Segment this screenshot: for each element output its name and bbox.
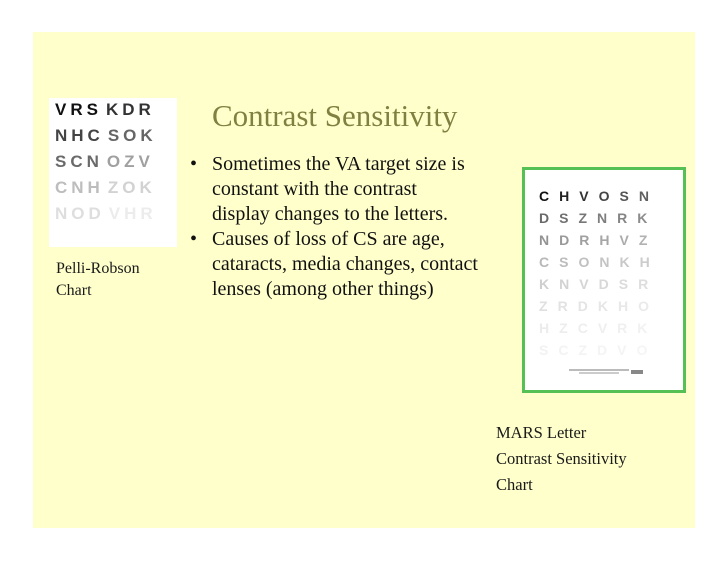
- mars-row: [539, 254, 660, 270]
- mars-letter: Z: [638, 232, 658, 248]
- mars-letter: N: [599, 254, 620, 270]
- mars-letter: R: [579, 232, 600, 248]
- mars-letter: K: [637, 320, 658, 336]
- pelli-robson-letter-group: NHC: [55, 126, 104, 145]
- mars-letter: V: [579, 188, 599, 204]
- mars-letter: R: [638, 276, 659, 292]
- mars-letter: H: [539, 320, 560, 336]
- mars-caption-line2: Contrast Sensitivity: [496, 449, 627, 468]
- mars-letter: N: [597, 210, 618, 226]
- mars-letter: Z: [578, 210, 598, 226]
- mars-letter: S: [559, 254, 579, 270]
- mars-letter: H: [639, 254, 660, 270]
- pelli-robson-letter-group: VHR: [108, 204, 157, 223]
- pelli-robson-row: [55, 126, 157, 146]
- mars-row: [539, 298, 659, 314]
- mars-letter: K: [597, 298, 618, 314]
- pelli-robson-letter-group: SCN: [55, 152, 103, 171]
- mars-row: [539, 210, 657, 226]
- mars-letter: K: [637, 210, 658, 226]
- bullet-list: [188, 152, 478, 302]
- mars-caption: [496, 420, 627, 498]
- mars-chart-image: [522, 167, 686, 393]
- mars-letter: D: [598, 276, 619, 292]
- mars-letter: C: [539, 188, 560, 204]
- mars-letter: Z: [578, 342, 598, 358]
- mars-letter: S: [539, 342, 559, 358]
- mars-letter: V: [579, 276, 599, 292]
- mars-letter: H: [617, 298, 639, 314]
- pelli-robson-letter-group: CNH: [55, 178, 104, 197]
- bullet-marker: •: [190, 228, 198, 250]
- pelli-robson-row: [55, 152, 154, 172]
- mars-letter: H: [599, 232, 620, 248]
- mars-letter: O: [638, 298, 659, 314]
- mars-letter: H: [559, 188, 580, 204]
- pelli-robson-letter-group: SOK: [107, 126, 157, 145]
- mars-caption-line3: Chart: [496, 475, 533, 494]
- slide-title: Contrast Sensitivity: [212, 98, 458, 133]
- mars-letter: C: [577, 320, 598, 336]
- mars-letter: O: [598, 188, 620, 204]
- pelli-robson-letter-group: OZV: [106, 152, 154, 171]
- bullet-text: Causes of loss of CS are age, cataracts, media changes, contact lenses (among other things): [212, 228, 478, 300]
- pelli-robson-caption-line2: Chart: [56, 282, 92, 299]
- mars-letter: V: [597, 320, 618, 336]
- pelli-robson-letter-group: ZOK: [107, 178, 156, 197]
- mars-letter: N: [559, 276, 580, 292]
- bullet-item: [188, 227, 478, 302]
- mars-letter: K: [619, 254, 640, 270]
- mars-row: [539, 320, 657, 336]
- mars-letter: C: [539, 254, 560, 270]
- mars-letter: S: [559, 210, 579, 226]
- mars-letter: K: [539, 276, 560, 292]
- bullet-text: Sometimes the VA target size is constant with the contrast display changes to the letters.: [212, 153, 465, 225]
- mars-letter: Z: [559, 320, 578, 336]
- pelli-robson-letter-group: VRS: [55, 100, 102, 119]
- mars-row: [539, 342, 657, 358]
- bullet-item: [188, 152, 478, 227]
- pelli-robson-letter-group: KDR: [105, 100, 155, 119]
- mars-row: [539, 232, 657, 248]
- mars-letter: D: [559, 232, 580, 248]
- mars-letter: D: [597, 342, 618, 358]
- mars-letter: N: [539, 232, 560, 248]
- bullet-marker: •: [190, 153, 198, 175]
- mars-letter: D: [577, 298, 598, 314]
- mars-letter: V: [617, 342, 637, 358]
- pelli-robson-row: [55, 178, 156, 198]
- mars-letter: D: [539, 210, 560, 226]
- mars-letter: S: [619, 188, 639, 204]
- mars-letter: R: [617, 320, 638, 336]
- mars-letter: O: [636, 342, 658, 358]
- pelli-robson-chart-image: [49, 98, 177, 247]
- mars-letter: R: [617, 210, 638, 226]
- mars-letter: V: [619, 232, 639, 248]
- pelli-robson-caption-line1: Pelli-Robson: [56, 260, 140, 277]
- pelli-robson-row: [55, 204, 157, 224]
- pelli-robson-row: [55, 100, 155, 120]
- pelli-robson-caption: [56, 258, 140, 302]
- mars-caption-line1: MARS Letter: [496, 423, 587, 442]
- pelli-robson-letter-group: NOD: [55, 204, 105, 223]
- mars-letter: N: [638, 188, 659, 204]
- mars-letter: S: [618, 276, 639, 292]
- mars-letter: C: [558, 342, 579, 358]
- mars-chart-footer-mark: [569, 369, 643, 375]
- mars-letter: O: [578, 254, 600, 270]
- mars-letter: R: [557, 298, 578, 314]
- mars-row: [539, 188, 659, 204]
- mars-row: [539, 276, 658, 292]
- mars-letter: Z: [539, 298, 558, 314]
